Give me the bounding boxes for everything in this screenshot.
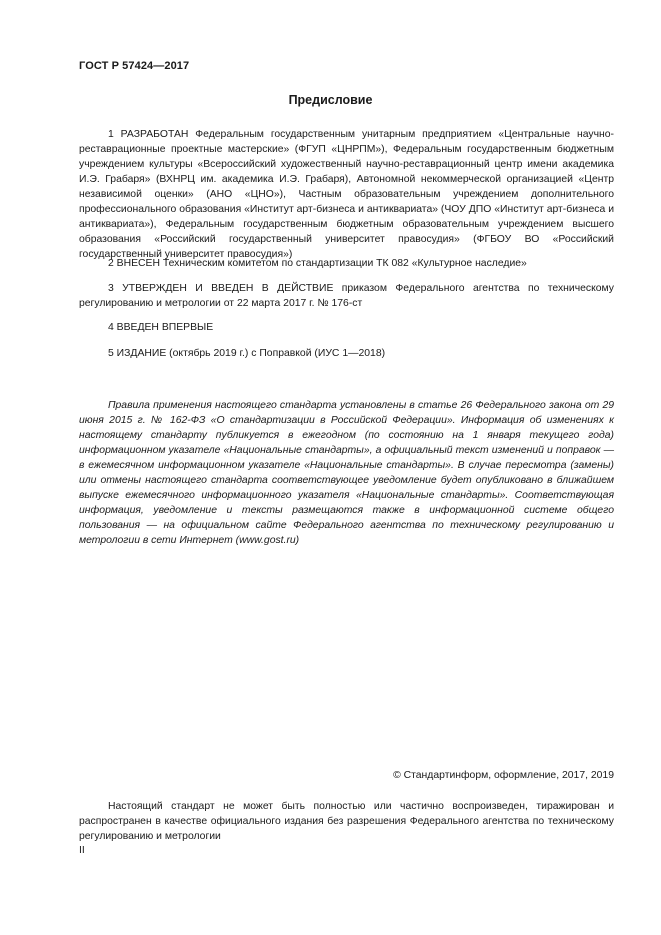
foreword-item-4	[79, 320, 614, 335]
notice-text: Правила применения настоящего стандарта установлены в статье 26 Федерального закона от 29 июня 2015 г. № 162-ФЗ «О стандартизации в Российской Федерации». Информация об изменениях к настоящему стандарту публикуется в ежегодном (по состоянию на 1 января текущего года) информационном указателе «Национальные стандарты», а официальный текст изменений и поправок — в ежемесячном информационном указателе «Национальные стандарты». В случае пересмотра (замены) или отмены настоящего стандарта соответствующее уведомление будет опубликовано в ближайшем выпуске ежемесячного информационного указателя «Национальные стандарты». Соответствующая информация, уведомление и тексты размещаются также в информационной системе общего пользования — на официальном сайте Федерального агентства по техническому регулированию и метрологии в сети Интернет (www.gost.ru)	[79, 400, 614, 546]
foreword-item-5	[79, 346, 614, 361]
page-number: II	[79, 845, 85, 856]
reproduction-restriction	[79, 799, 614, 844]
standard-code: ГОСТ Р 57424—2017	[79, 60, 190, 72]
foreword-item-text: 2 ВНЕСЕН Техническим комитетом по стандартизации ТК 082 «Культурное наследие»	[108, 258, 527, 269]
section-title: Предисловие	[288, 93, 373, 107]
copyright-line: © Стандартинформ, оформление, 2017, 2019	[393, 770, 614, 781]
foreword-item-3	[79, 281, 614, 311]
foreword-item-1	[79, 127, 614, 262]
foreword-item-text: 5 ИЗДАНИЕ (октябрь 2019 г.) с Поправкой (ИУС 1—2018)	[108, 348, 386, 359]
foreword-item-text: 4 ВВЕДЕН ВПЕРВЫЕ	[108, 322, 214, 333]
foreword-item-text: 1 РАЗРАБОТАН Федеральным государственным унитарным предприятием «Центральные научно-реставрационные проектные мастерские» (ФГУП «ЦНРПМ»), Федеральным государственным бюджетным учреждением культуры «Всероссийский художественный научно-реставрационный центр имени академика И.Э. Грабаря» (ВХНРЦ им. академика И.Э. Грабаря), Автономной некоммерческой организацией «Центр независимой оценки» (АНО «ЦНО»), Частным образовательным учреждением дополнительного профессионального образования «Институт арт-бизнеса и антиквариата» (ЧОУ ДПО «Институт арт-бизнеса и антиквариата»), Федеральным государственным бюджетным образовательным учреждением высшего образования «Российский государственный университет правосудия» (ФГБОУ ВО «Российский государственный университет правосудия»)	[79, 129, 614, 260]
legal-text: Настоящий стандарт не может быть полностью или частично воспроизведен, тиражирован и распространен в качестве официального издания без разрешения Федерального агентства по техническому регулированию и метрологии	[79, 801, 614, 842]
standard-application-notice	[79, 398, 614, 548]
foreword-item-2	[79, 256, 614, 271]
foreword-item-text: 3 УТВЕРЖДЕН И ВВЕДЕН В ДЕЙСТВИЕ приказом Федерального агентства по техническому регулированию и метрологии от 22 марта 2017 г. № 176-ст	[79, 283, 614, 309]
